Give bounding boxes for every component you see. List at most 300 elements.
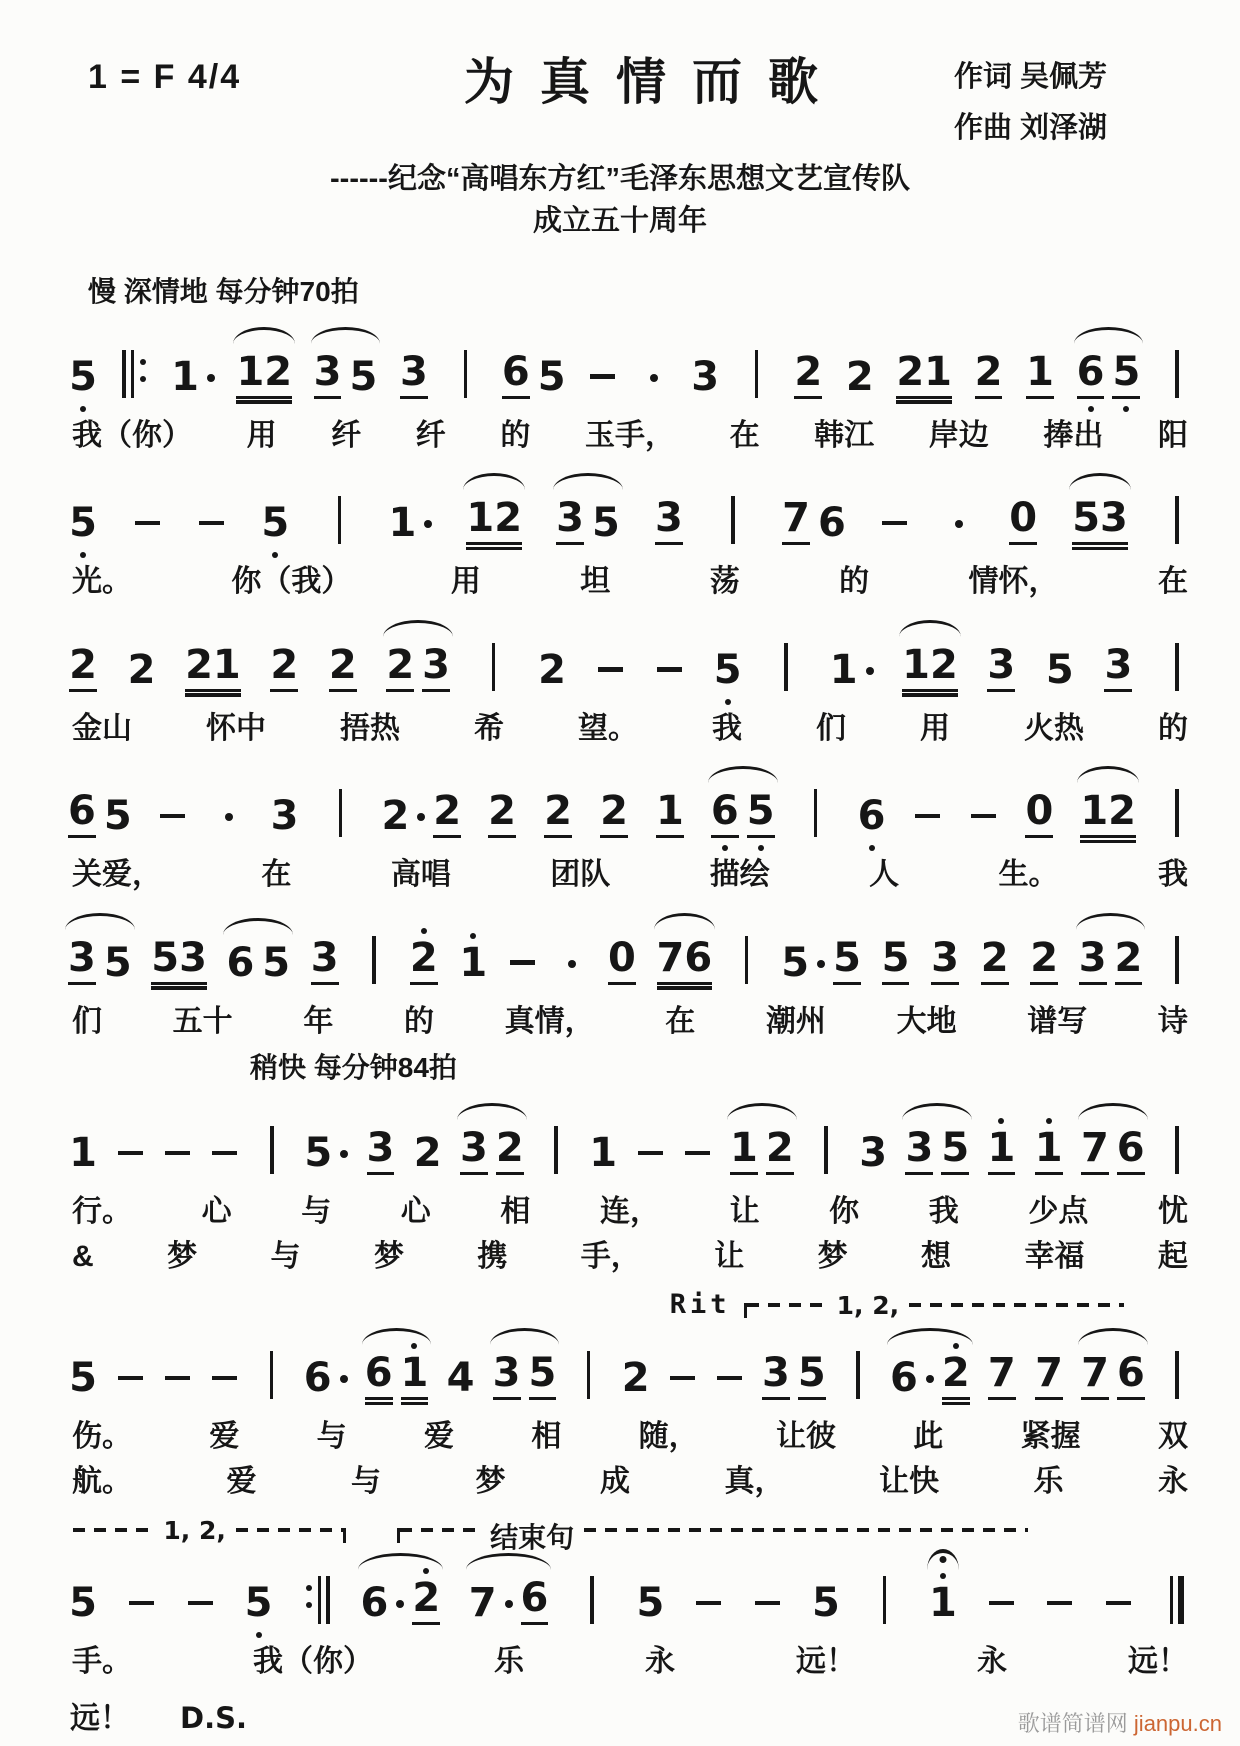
note-digit: 4: [446, 1355, 475, 1402]
note-digit: 1: [401, 1352, 429, 1400]
note-digit: 6: [1117, 1127, 1145, 1175]
note-glyph: [592, 493, 620, 558]
dot-slot: [892, 552, 898, 558]
note-glyph: [989, 1592, 1014, 1639]
note-token: [304, 1329, 348, 1413]
dot-slot: [611, 781, 617, 787]
dot-slot: [425, 552, 431, 558]
bar-stroke: [731, 496, 735, 544]
lyrics-row: [62, 998, 1198, 1043]
duration-dash: [118, 1376, 143, 1381]
watermark-site-name: 歌谱简谱网: [1017, 1711, 1128, 1736]
dot-slot: [1057, 1632, 1063, 1638]
note-digit: 6: [226, 939, 255, 986]
note-token: [386, 616, 450, 705]
note-token: [986, 616, 1016, 705]
dot-slot: [170, 805, 176, 811]
note-digit: 5: [529, 1352, 557, 1400]
system-7: [62, 1289, 1198, 1502]
dot-slot: [818, 951, 824, 957]
note-glyph: [730, 487, 736, 558]
arc-slot: [683, 1123, 713, 1142]
note-token: [655, 762, 685, 851]
dot-slot: [1174, 1182, 1180, 1188]
arc-slot: [458, 914, 488, 933]
arc-slot: [986, 1099, 1016, 1118]
dot-slot: [1090, 992, 1096, 998]
lyric-syllable: 永: [977, 1645, 1007, 1679]
note-token: [713, 621, 743, 705]
dot-slot: [549, 640, 555, 646]
dot-slot: [281, 635, 287, 641]
dot-slot: [893, 992, 899, 998]
lyric-syllable: 希: [474, 711, 504, 745]
dot-slot: [921, 342, 927, 348]
dot-slot: [338, 845, 344, 851]
dot-slot: [197, 1592, 203, 1598]
note-glyph: [367, 1118, 395, 1188]
note-glyph: [902, 635, 958, 705]
note-digit: 7: [468, 1580, 497, 1627]
lyric-syllable: 永: [1158, 1464, 1188, 1498]
dot-slot: [805, 342, 811, 348]
lyric-syllable: 手。: [72, 1645, 132, 1679]
dot-slot: [829, 493, 835, 499]
note-digit: 53: [151, 937, 207, 985]
dot-slot: [1128, 1407, 1134, 1413]
arc-slot: [310, 909, 340, 928]
note-token: [68, 909, 132, 998]
dot-slot: [813, 780, 819, 786]
note-digit: 1: [988, 1127, 1016, 1175]
arc-slot: [718, 468, 748, 487]
dedication-line-2: 成立五十周年: [532, 204, 707, 237]
lyric-syllable: 在: [261, 858, 292, 892]
lyric-syllable: 与: [301, 1195, 332, 1229]
octave-dot-low: [272, 552, 278, 558]
note-token: [487, 762, 517, 851]
dot-slot: [585, 1342, 591, 1348]
duration-dash: [696, 1601, 721, 1606]
note-glyph: [882, 512, 907, 559]
note-glyph: [589, 1123, 617, 1188]
dot-slot: [531, 1632, 537, 1638]
lyric-syllable: 梦: [475, 1464, 506, 1498]
lyric-syllable: 真，: [724, 1464, 785, 1498]
watermark-site-url: jianpu.cn: [1133, 1711, 1222, 1736]
dot-slot: [793, 552, 799, 558]
arc-slot: [381, 762, 461, 781]
arc-slot: [752, 1573, 782, 1592]
dot-slot: [744, 992, 750, 998]
arc-slot: [162, 1348, 192, 1367]
bar-stroke: [338, 496, 342, 544]
note-glyph: [118, 1142, 143, 1189]
note-glyph: [941, 1118, 969, 1188]
octave-dot-low: [758, 845, 764, 851]
arc-slot: [236, 323, 292, 342]
note-digit: 6: [303, 1355, 332, 1402]
note-glyph: [730, 1118, 758, 1188]
dot-slot: [998, 1632, 1004, 1638]
note-token: [690, 328, 720, 412]
arc-slot: [386, 616, 450, 635]
dot-slot: [392, 786, 398, 792]
lyric-syllable: 与: [351, 1464, 381, 1498]
dot-slot: [127, 1142, 133, 1148]
arc-slot: [621, 1329, 651, 1348]
lyric-syllable: 们: [72, 1004, 102, 1038]
note-digit: 2: [1030, 937, 1058, 985]
note-digit: 2: [270, 644, 298, 692]
note-glyph: [188, 1592, 213, 1639]
note-digit: 3: [270, 793, 299, 840]
dot-slot: [986, 342, 992, 348]
note-digit: 2: [410, 937, 438, 985]
note-digit: 21: [185, 644, 241, 692]
duration-dash: [510, 960, 535, 965]
arc-slot: [68, 474, 98, 493]
arc-slot: [857, 767, 887, 786]
notes-row: [62, 1323, 1198, 1413]
dot-slot: [1174, 341, 1180, 347]
note-token: [1034, 1324, 1064, 1413]
note-token: [409, 909, 439, 998]
slur-arc: [899, 620, 961, 637]
note-glyph: [261, 493, 289, 558]
arc-slot: [639, 346, 669, 365]
octave-dot-high: [1046, 1118, 1052, 1124]
slur-arc: [358, 1553, 444, 1570]
lyric-syllable: 五十: [172, 1004, 233, 1038]
dot-slot: [942, 992, 948, 998]
arc-slot: [543, 762, 573, 781]
volta-label: 1, 2,: [836, 1291, 900, 1321]
arc-slot: [269, 616, 299, 635]
dot-slot: [425, 1182, 431, 1188]
dot-slot: [261, 406, 267, 412]
dot-slot: [377, 1118, 383, 1124]
lyric-syllable: 此: [913, 1420, 944, 1454]
dot-slot: [182, 347, 188, 353]
note-digit: 2: [975, 351, 1003, 399]
note-digit: 7: [1081, 1127, 1109, 1175]
note-digit: 2: [766, 1127, 794, 1175]
arc-slot: [782, 469, 846, 488]
arc-slot: [654, 639, 684, 658]
dot-slot: [589, 1632, 595, 1638]
dot-slot: [1174, 992, 1180, 998]
arc-slot: [460, 1099, 524, 1118]
note-digit: 5: [103, 793, 132, 840]
dot-slot: [1057, 640, 1063, 646]
lyric-syllable: 关爱，: [72, 858, 162, 892]
note-glyph: [171, 347, 199, 412]
note-digit: 1: [1035, 1127, 1063, 1175]
dot-slot: [702, 347, 708, 353]
dot-slot: [608, 699, 614, 705]
arc-slot: [635, 1554, 665, 1573]
note-glyph: [104, 786, 132, 851]
dot-slot: [1174, 487, 1180, 493]
note-digit: 1: [388, 500, 417, 547]
note-token: [596, 639, 626, 705]
duration-dash: [755, 1601, 780, 1606]
note-token: [151, 909, 207, 998]
barline: [257, 1323, 287, 1413]
note-glyph: [823, 1117, 829, 1188]
dot-slot: [341, 1407, 347, 1413]
dal-segno-mark: D.S.: [180, 1700, 247, 1735]
lyric-syllable: 随，: [638, 1420, 699, 1454]
barline: [359, 908, 389, 998]
note-digit: 5: [882, 937, 910, 985]
arc-slot: [151, 909, 207, 928]
note-glyph: [386, 635, 414, 705]
bar-stroke: [587, 1351, 591, 1399]
dot-slot: [170, 845, 176, 851]
duration-dash: [717, 1376, 742, 1381]
dot-slot: [315, 1348, 321, 1354]
augmentation-dot: [926, 1375, 934, 1383]
lyric-syllable: 让快: [879, 1464, 939, 1498]
lyric-syllable: 用: [920, 711, 950, 745]
dot-slot: [174, 1407, 180, 1413]
dot-slot: [425, 1123, 431, 1129]
arc-slot: [361, 1549, 441, 1568]
lyric-syllable: 相: [500, 1195, 531, 1229]
note-glyph: [585, 1342, 591, 1413]
note-glyph: [817, 951, 825, 998]
dot-slot: [813, 845, 819, 851]
dedication-line-1: ------纪念“高唱东方红”毛泽东思想文艺宣传队: [330, 162, 910, 195]
note-digit: 5: [798, 1352, 826, 1400]
arc-slot: [657, 909, 713, 928]
lyric-syllable: 用: [450, 565, 481, 599]
note-digit: 1: [69, 1130, 97, 1177]
note-glyph: [424, 511, 432, 558]
note-glyph: [657, 658, 682, 705]
note-token: [752, 1573, 782, 1639]
note-digit: 2: [981, 937, 1009, 985]
augmentation-dot: [340, 1150, 348, 1158]
dot-slot: [176, 928, 182, 934]
arc-slot: [987, 1324, 1017, 1343]
dot-slot: [924, 805, 930, 811]
note-glyph: [165, 1142, 190, 1189]
dot-slot: [667, 845, 673, 851]
note-token: [68, 1104, 98, 1188]
note-glyph: [538, 347, 566, 412]
octave-dot-low: [869, 845, 875, 851]
dot-slot: [881, 1632, 887, 1638]
barline: [450, 322, 480, 412]
dot-slot: [411, 1407, 417, 1413]
note-token: [68, 762, 132, 851]
note-token: [388, 474, 432, 558]
slur-arc: [311, 327, 381, 344]
duration-dash: [118, 1151, 143, 1156]
barline: [1162, 761, 1192, 851]
note-token: [781, 909, 861, 998]
arc-slot: [881, 909, 911, 928]
dot-slot: [998, 699, 1004, 705]
note-digit: 1: [459, 939, 488, 986]
dot-slot: [127, 1367, 133, 1373]
dot-slot: [425, 511, 431, 517]
dot-slot: [127, 1182, 133, 1188]
note-digit: 6: [1117, 1352, 1145, 1400]
note-token: [1103, 1573, 1133, 1639]
note-token: [361, 1549, 441, 1638]
note-digit: 3: [422, 644, 450, 692]
arc-slot: [771, 615, 801, 634]
augmentation-dot: [866, 667, 874, 675]
dot-slot: [399, 493, 405, 499]
note-token: [1029, 909, 1059, 998]
note-digit: 5: [833, 937, 861, 985]
note-token: [413, 1104, 443, 1188]
dot-slot: [999, 1343, 1005, 1349]
octave-dot-low: [80, 406, 86, 412]
note-glyph: [305, 1567, 330, 1638]
dot-slot: [127, 1407, 133, 1413]
lyric-syllable: 团队: [550, 858, 611, 892]
note-glyph: [981, 928, 1009, 998]
system-4: [62, 761, 1198, 896]
dot-slot: [315, 1182, 321, 1188]
note-glyph: [496, 1118, 524, 1188]
dot-slot: [1174, 406, 1180, 412]
barline: [573, 1323, 603, 1413]
note-glyph: [1079, 928, 1107, 998]
lyric-syllable: 爱: [209, 1420, 240, 1454]
dot-slot: [423, 1632, 429, 1638]
duration-dash: [882, 521, 907, 526]
arc-slot: [715, 1348, 745, 1367]
arc-slot: [324, 468, 354, 487]
note-token: [857, 767, 887, 851]
augmentation-dot: [396, 1600, 404, 1608]
note-glyph: [866, 658, 874, 705]
octave-dot-high: [998, 1118, 1004, 1124]
note-token: [881, 909, 911, 998]
note-glyph: [818, 493, 846, 558]
note-token: [683, 1123, 713, 1189]
note-glyph: [1104, 635, 1132, 705]
dot-slot: [208, 512, 214, 518]
note-token: [793, 323, 823, 412]
dot-slot: [80, 1348, 86, 1354]
lyric-syllable: 在: [729, 418, 760, 452]
note-glyph: [69, 635, 97, 705]
dot-slot: [115, 992, 121, 998]
dot-slot: [844, 992, 850, 998]
dot-slot: [282, 845, 288, 851]
dot-slot: [998, 1182, 1004, 1188]
system-8: [62, 1514, 1198, 1683]
note-token: [968, 786, 998, 852]
lyric-syllable: 心: [201, 1195, 232, 1229]
watermark: [1018, 1707, 1222, 1738]
note-glyph: [1026, 342, 1054, 412]
note-glyph: [812, 1573, 840, 1638]
lyric-syllable: 阳: [1157, 418, 1188, 452]
note-token: [236, 323, 292, 412]
slur-arc: [490, 1328, 560, 1345]
dot-slot: [764, 1632, 770, 1638]
arc-slot: [260, 474, 290, 493]
arc-slot: [185, 616, 241, 635]
volta-bracket-1-2: [744, 1291, 1125, 1321]
note-digit: 2: [538, 646, 566, 693]
dot-slot: [893, 928, 899, 934]
note-token: [127, 1573, 157, 1639]
lyric-syllable: 远！: [1128, 1645, 1188, 1679]
note-glyph: [338, 780, 344, 851]
notes-row: [62, 615, 1198, 705]
note-token: [68, 474, 98, 558]
dot-slot: [80, 493, 86, 499]
bar-stroke: [1175, 1126, 1179, 1174]
dot-slot: [986, 406, 992, 412]
arc-slot: [1045, 621, 1075, 640]
arc-slot: [214, 785, 244, 804]
note-token: [163, 1123, 193, 1189]
note-glyph: [714, 640, 742, 705]
note-token: [557, 932, 587, 998]
bar-stroke: [784, 643, 788, 691]
note-digit: 3: [655, 497, 683, 545]
note-token: [621, 1329, 651, 1413]
dot-slot: [222, 1182, 228, 1188]
dot-slot: [281, 699, 287, 705]
note-glyph: [781, 933, 809, 998]
barline: [771, 615, 801, 705]
note-glyph: [488, 781, 516, 851]
arc-slot: [68, 328, 98, 347]
dot-slot: [998, 635, 1004, 641]
note-digit: 1: [829, 646, 858, 693]
note-token: [711, 762, 775, 851]
system-3: [62, 615, 1198, 750]
arc-slot: [450, 322, 480, 341]
arc-slot: [781, 909, 861, 928]
note-token: [270, 767, 300, 851]
note-glyph: [655, 488, 683, 558]
barline: [1162, 1323, 1192, 1413]
note-digit: 5: [811, 1580, 840, 1627]
volta-dashes: [73, 1528, 153, 1532]
bar-stroke: [1175, 1351, 1179, 1399]
note-digit: 6: [68, 790, 96, 838]
lyric-syllable: 手，: [580, 1239, 641, 1273]
note-token: [493, 1324, 557, 1413]
note-glyph: [783, 634, 789, 705]
note-token: [654, 639, 684, 705]
arc-slot: [843, 1323, 873, 1342]
dot-slot: [706, 1592, 712, 1598]
note-digit: 6: [857, 793, 886, 840]
note-token: [469, 1549, 549, 1638]
dot-slot: [273, 992, 279, 998]
note-glyph: [69, 1123, 97, 1188]
dot-slot: [1046, 1407, 1052, 1413]
volta-label: 1, 2,: [163, 1516, 226, 1546]
bar-stroke: [590, 1576, 594, 1624]
dot-slot: [80, 1123, 86, 1129]
arc-slot: [599, 762, 629, 781]
